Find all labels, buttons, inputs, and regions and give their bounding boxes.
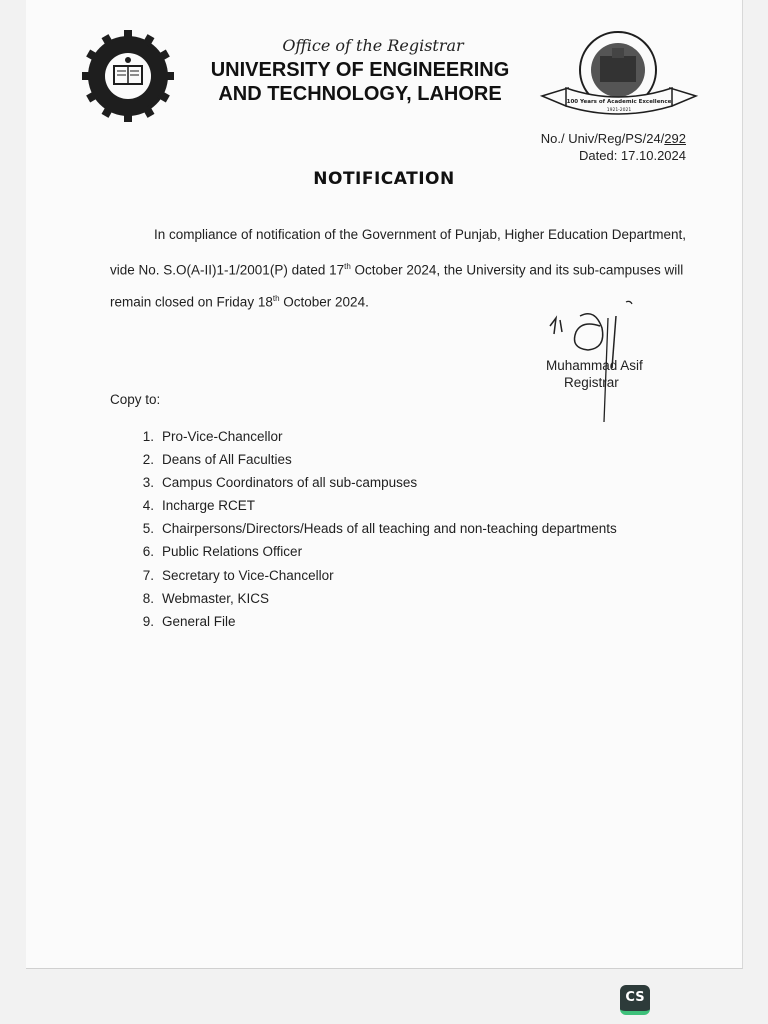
list-item <box>124 428 617 451</box>
office-of-registrar: Office of the Registrar <box>282 36 464 55</box>
reference-date: Dated: 17.10.2024 <box>579 148 686 163</box>
centenary-years-text: 1921-2021 <box>606 108 632 113</box>
reference-number: No./ Univ/Reg/PS/24/292 <box>540 131 686 146</box>
list-item-text: Webmaster, KICS <box>162 590 270 606</box>
list-item-text: General File <box>162 613 236 629</box>
distribution-list <box>124 428 617 636</box>
camscanner-badge: CS <box>620 985 650 1015</box>
university-name-line2: AND TECHNOLOGY, LAHORE <box>218 83 502 105</box>
list-item-number: 7. <box>142 567 154 583</box>
signatory-designation: Registrar <box>564 375 619 390</box>
list-item-number: 9. <box>142 613 154 629</box>
signatory-block <box>546 357 643 391</box>
list-item <box>124 590 617 613</box>
list-item-text: Secretary to Vice-Chancellor <box>162 567 334 583</box>
list-item <box>124 567 617 590</box>
centenary-banner-text: 100 Years of Academic Excellence <box>566 99 672 105</box>
university-name-line1: UNIVERSITY OF ENGINEERING <box>210 59 510 81</box>
list-item-number: 4. <box>142 498 154 514</box>
list-item-text: Pro-Vice-Chancellor <box>162 429 283 444</box>
list-item <box>124 497 617 520</box>
body-line-1: In compliance of notification of the Government of Punjab, Higher Education Department, <box>154 227 687 242</box>
uet-gear-logo <box>82 30 174 122</box>
reference-block <box>541 130 686 164</box>
list-item <box>124 613 617 636</box>
list-item-text: Chairpersons/Directors/Heads of all teaching and non-teaching departments <box>162 521 617 537</box>
copy-to-label: Copy to: <box>110 392 161 407</box>
list-item-number: 1. <box>142 429 154 444</box>
list-item <box>124 451 617 474</box>
list-item-number: 5. <box>142 521 154 537</box>
list-item-number: 2. <box>142 452 154 468</box>
list-item-text: Deans of All Faculties <box>162 452 292 468</box>
university-name <box>192 58 528 106</box>
list-item-number: 8. <box>142 590 154 606</box>
centenary-logo <box>538 26 700 126</box>
list-item-number: 6. <box>142 544 154 560</box>
list-item-text: Campus Coordinators of all sub-campuses <box>162 475 418 491</box>
page-title: NOTIFICATION <box>313 169 455 189</box>
signatory-name: Muhammad Asif <box>546 358 643 373</box>
list-item <box>124 474 617 497</box>
list-item-number: 3. <box>142 475 154 491</box>
body-line-3: remain closed on Friday 18th October 2024. <box>110 294 369 310</box>
list-item <box>124 543 617 566</box>
list-item-text: Public Relations Officer <box>162 544 303 560</box>
body-line-2: vide No. S.O(A-II)1-1/2001(P) dated 17th October 2024, the University and its sub-campuses will <box>110 262 684 278</box>
list-item <box>124 520 617 543</box>
list-item-text: Incharge RCET <box>162 498 256 514</box>
